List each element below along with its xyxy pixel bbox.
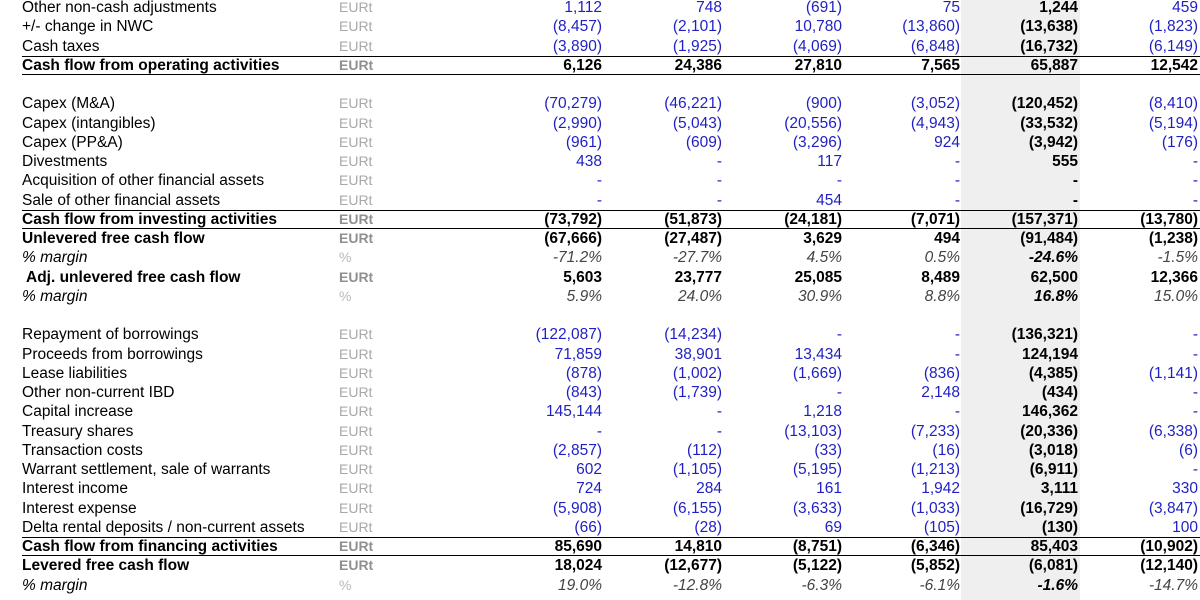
row-label: Delta rental deposits / non-current assets: [22, 518, 305, 536]
value-cell: -: [1192, 172, 1198, 190]
row-label: Interest expense: [22, 499, 137, 517]
row-label: Unlevered free cash flow: [22, 230, 205, 247]
value-cell: 24,386: [674, 56, 722, 74]
row-label: Divestments: [22, 153, 108, 170]
value-cell: (843): [565, 384, 602, 401]
value-cell: (4,385): [1028, 364, 1078, 382]
value-cell: -: [954, 345, 960, 363]
value-cell: 1,942: [921, 480, 960, 498]
table-row: [0, 114, 1200, 133]
value-cell: (609): [685, 133, 722, 151]
table-row: [0, 37, 1200, 56]
value-cell: -: [954, 191, 960, 209]
value-cell: -: [716, 153, 722, 170]
value-cell: 18,024: [554, 557, 602, 575]
value-cell: (12,677): [664, 557, 722, 575]
value-cell: -: [1192, 153, 1198, 170]
value-cell: 15.0%: [1154, 287, 1198, 305]
value-cell: (8,410): [1148, 95, 1198, 113]
value-cell: (13,780): [1140, 210, 1198, 228]
value-cell: (4,069): [792, 37, 842, 55]
row-label: Levered free cash flow: [22, 557, 190, 575]
table-row: [0, 537, 1200, 556]
value-cell: (70,279): [544, 95, 602, 113]
value-cell: (3,942): [1028, 133, 1078, 151]
value-cell: 13,434: [794, 345, 842, 363]
value-cell: -: [1072, 191, 1078, 209]
value-cell: (2,990): [552, 114, 602, 132]
value-cell: (3,018): [1028, 441, 1078, 459]
value-cell: (3,847): [1148, 499, 1198, 517]
value-cell: 12,542: [1150, 56, 1198, 74]
row-label: Capex (PP&A): [22, 133, 123, 151]
row-label: Warrant settlement, sale of warrants: [22, 461, 271, 478]
value-cell: (73,792): [544, 210, 602, 228]
row-unit: EURt: [339, 95, 373, 112]
value-cell: 7,565: [921, 56, 960, 74]
value-cell: (6): [1179, 441, 1198, 459]
row-label: Cash taxes: [22, 37, 100, 55]
value-cell: 2,148: [921, 384, 960, 401]
row-unit: EURt: [339, 461, 373, 477]
value-cell: (16,732): [1020, 37, 1078, 55]
row-unit: EURt: [339, 172, 373, 189]
value-cell: -: [716, 403, 722, 421]
spacer-row: [0, 306, 1200, 325]
value-cell: (14,234): [664, 326, 722, 344]
value-cell: -6.3%: [801, 576, 842, 594]
value-cell: (878): [565, 364, 602, 382]
table-row: [0, 556, 1200, 575]
value-cell: (6,081): [1028, 557, 1078, 575]
value-cell: -: [1192, 191, 1198, 209]
table-row: [0, 364, 1200, 383]
value-cell: -14.7%: [1148, 576, 1198, 594]
row-label: Capex (M&A): [22, 95, 116, 113]
value-cell: 19.0%: [558, 576, 602, 594]
row-unit: EURt: [339, 557, 374, 574]
row-label: % margin: [22, 249, 88, 267]
value-cell: (16): [932, 441, 960, 459]
row-unit: EURt: [339, 210, 374, 227]
value-cell: -: [836, 172, 842, 190]
value-cell: (51,873): [664, 210, 722, 228]
row-label: Treasury shares: [22, 422, 134, 440]
value-cell: 924: [934, 133, 960, 151]
value-cell: 16.8%: [1034, 287, 1078, 305]
value-cell: 24.0%: [678, 287, 722, 305]
value-cell: (157,371): [1011, 210, 1078, 228]
value-cell: 30.9%: [798, 287, 842, 305]
value-cell: (961): [565, 133, 602, 151]
table-row: [0, 479, 1200, 498]
value-cell: -12.8%: [672, 576, 722, 594]
row-label: Adj. unlevered free cash flow: [26, 268, 241, 286]
value-cell: (5,194): [1148, 114, 1198, 132]
value-cell: (1,925): [672, 37, 722, 55]
table-row: [0, 248, 1200, 267]
value-cell: (1,669): [792, 364, 842, 382]
value-cell: 555: [1052, 153, 1078, 170]
value-cell: 69: [824, 518, 842, 536]
value-cell: 75: [942, 0, 960, 16]
value-cell: 65,887: [1030, 56, 1078, 74]
value-cell: (176): [1161, 133, 1198, 151]
row-label: Cash flow from investing activities: [22, 210, 277, 228]
value-cell: -: [954, 172, 960, 190]
row-unit: EURt: [339, 153, 373, 169]
table-row: [0, 17, 1200, 36]
value-cell: 284: [696, 480, 722, 498]
value-cell: (6,911): [1029, 461, 1078, 478]
value-cell: (13,103): [784, 422, 842, 440]
value-cell: (8,751): [792, 538, 842, 555]
value-cell: (1,105): [672, 461, 722, 478]
value-cell: -: [716, 422, 722, 440]
table-row: [0, 56, 1200, 75]
value-cell: -: [716, 191, 722, 209]
table-row: [0, 460, 1200, 479]
value-cell: (1,739): [672, 384, 722, 401]
value-cell: -: [596, 172, 602, 190]
value-cell: 5.9%: [566, 287, 602, 305]
row-unit: EURt: [339, 518, 373, 535]
value-cell: 71,859: [554, 345, 602, 363]
value-cell: (5,852): [910, 557, 960, 575]
table-row: [0, 94, 1200, 113]
table-row: [0, 499, 1200, 518]
value-cell: 602: [576, 461, 602, 478]
value-cell: (1,002): [672, 364, 722, 382]
value-cell: (112): [686, 441, 722, 459]
value-cell: 124,194: [1021, 345, 1078, 363]
value-cell: -: [836, 326, 842, 344]
value-cell: 438: [576, 153, 602, 170]
row-unit: EURt: [339, 191, 373, 208]
value-cell: 25,085: [794, 268, 842, 286]
value-cell: (434): [1041, 384, 1078, 401]
value-cell: (122,087): [535, 326, 602, 344]
row-label: Other non-current IBD: [22, 384, 175, 401]
table-row: [0, 422, 1200, 441]
table-row: [0, 191, 1200, 210]
table-row: [0, 518, 1200, 537]
value-cell: -: [1192, 384, 1198, 401]
value-cell: (24,181): [784, 210, 842, 228]
value-cell: -6.1%: [919, 576, 960, 594]
row-unit: EURt: [339, 538, 374, 554]
row-label: Proceeds from borrowings: [22, 345, 203, 363]
value-cell: -71.2%: [552, 249, 602, 267]
table-row: [0, 383, 1200, 402]
value-cell: 161: [816, 480, 842, 498]
value-cell: 85,690: [554, 538, 602, 555]
row-unit: EURt: [339, 441, 373, 458]
value-cell: (130): [1041, 518, 1078, 536]
table-row: [0, 152, 1200, 171]
row-label: Cash flow from operating activities: [22, 56, 280, 74]
row-unit: EURt: [339, 268, 374, 285]
value-cell: (900): [805, 95, 842, 113]
value-cell: (20,336): [1020, 422, 1078, 440]
row-label: Cash flow from financing activities: [22, 538, 278, 555]
row-unit: EURt: [339, 133, 373, 150]
value-cell: (5,043): [672, 114, 722, 132]
row-unit: EURt: [339, 480, 373, 497]
value-cell: (7,071): [910, 210, 960, 228]
value-cell: (5,908): [552, 499, 602, 517]
table-row: [0, 287, 1200, 306]
row-unit: EURt: [339, 114, 373, 131]
value-cell: -: [1192, 403, 1198, 421]
value-cell: -: [716, 172, 722, 190]
value-cell: (33): [814, 441, 842, 459]
value-cell: (105): [923, 518, 960, 536]
value-cell: 748: [696, 0, 722, 16]
value-cell: 27,810: [794, 56, 842, 74]
row-label: +/- change in NWC: [22, 18, 154, 36]
value-cell: 14,810: [674, 538, 722, 555]
row-unit: EURt: [339, 364, 373, 381]
table-row: [0, 171, 1200, 190]
value-cell: 23,777: [674, 268, 722, 286]
value-cell: 100: [1172, 518, 1198, 536]
value-cell: 1,244: [1039, 0, 1078, 16]
value-cell: (1,823): [1148, 18, 1198, 36]
row-label: Interest income: [22, 480, 128, 498]
value-cell: (5,122): [792, 557, 842, 575]
value-cell: 1,112: [564, 0, 602, 16]
row-label: Capital increase: [22, 403, 134, 421]
value-cell: -: [596, 191, 602, 209]
value-cell: (2,857): [552, 441, 602, 459]
row-unit: EURt: [339, 37, 373, 54]
row-unit: EURt: [339, 499, 373, 516]
value-cell: (6,346): [910, 538, 960, 555]
value-cell: 4.5%: [806, 249, 842, 267]
table-row: [0, 345, 1200, 364]
value-cell: 1,218: [803, 403, 842, 421]
value-cell: (120,452): [1011, 95, 1078, 113]
value-cell: (1,213): [910, 461, 960, 478]
value-cell: 38,901: [674, 345, 722, 363]
value-cell: -: [1072, 172, 1078, 190]
value-cell: -: [954, 153, 960, 170]
value-cell: -1.5%: [1157, 249, 1198, 267]
table-row: [0, 441, 1200, 460]
value-cell: -24.6%: [1028, 249, 1078, 267]
value-cell: (10,902): [1140, 538, 1198, 555]
row-label: Sale of other financial assets: [22, 191, 221, 209]
value-cell: 3,629: [803, 230, 842, 247]
value-cell: 0.5%: [924, 249, 960, 267]
value-cell: (3,633): [792, 499, 842, 517]
value-cell: (66): [574, 518, 602, 536]
row-label: % margin: [22, 287, 88, 305]
table-row: [0, 133, 1200, 152]
table-row: [0, 325, 1200, 344]
value-cell: 85,403: [1030, 538, 1078, 555]
row-label: Other non-cash adjustments: [22, 0, 217, 16]
row-label: Lease liabilities: [22, 364, 128, 382]
row-unit: EURt: [339, 403, 373, 420]
value-cell: 146,362: [1021, 403, 1078, 421]
value-cell: (91,484): [1020, 230, 1078, 247]
table-row: [0, 210, 1200, 229]
value-cell: (4,943): [910, 114, 960, 132]
row-label: Transaction costs: [22, 441, 143, 459]
value-cell: (136,321): [1011, 326, 1078, 344]
value-cell: 5,603: [563, 268, 602, 286]
value-cell: 6,126: [563, 56, 602, 74]
value-cell: (13,638): [1020, 18, 1078, 36]
row-unit: %: [339, 249, 352, 266]
value-cell: (16,729): [1020, 499, 1078, 517]
value-cell: (1,141): [1148, 364, 1198, 382]
value-cell: (6,848): [910, 37, 960, 55]
row-unit: EURt: [339, 18, 373, 35]
value-cell: (7,233): [910, 422, 960, 440]
row-label: Capex (intangibles): [22, 114, 156, 132]
value-cell: -1.6%: [1037, 576, 1078, 594]
value-cell: -: [1192, 461, 1198, 478]
row-label: % margin: [22, 576, 88, 594]
value-cell: (2,101): [672, 18, 722, 36]
row-unit: EURt: [339, 345, 373, 362]
table-row: [0, 268, 1200, 287]
value-cell: (46,221): [664, 95, 722, 113]
value-cell: 145,144: [545, 403, 602, 421]
row-unit: EURt: [339, 384, 373, 400]
value-cell: (33,532): [1020, 114, 1078, 132]
value-cell: -: [954, 403, 960, 421]
row-unit: EURt: [339, 326, 373, 343]
value-cell: (691): [805, 0, 842, 16]
value-cell: 454: [816, 191, 842, 209]
row-label: Acquisition of other financial assets: [22, 172, 265, 190]
value-cell: 8,489: [921, 268, 960, 286]
row-unit: %: [339, 576, 352, 593]
value-cell: -27.7%: [672, 249, 722, 267]
table-row: [0, 576, 1200, 595]
value-cell: (3,296): [792, 133, 842, 151]
value-cell: (27,487): [664, 230, 722, 247]
row-unit: EURt: [339, 56, 374, 73]
value-cell: (6,338): [1148, 422, 1198, 440]
value-cell: 12,366: [1150, 268, 1198, 286]
row-unit: EURt: [339, 230, 374, 246]
value-cell: (67,666): [544, 230, 602, 247]
value-cell: (1,033): [910, 499, 960, 517]
value-cell: 62,500: [1030, 268, 1078, 286]
value-cell: 330: [1172, 480, 1198, 498]
value-cell: (6,149): [1148, 37, 1198, 55]
value-cell: (28): [694, 518, 722, 536]
value-cell: 10,780: [794, 18, 842, 36]
value-cell: (6,155): [672, 499, 722, 517]
value-cell: (8,457): [552, 18, 602, 36]
value-cell: -: [596, 422, 602, 440]
value-cell: (836): [923, 364, 960, 382]
value-cell: -: [1192, 345, 1198, 363]
value-cell: (5,195): [792, 461, 842, 478]
value-cell: -: [1192, 326, 1198, 344]
value-cell: (12,140): [1140, 557, 1198, 575]
value-cell: (3,052): [910, 95, 960, 113]
value-cell: -: [954, 326, 960, 344]
row-unit: EURt: [339, 422, 373, 439]
value-cell: 494: [934, 230, 960, 247]
value-cell: (20,556): [784, 114, 842, 132]
spacer-row: [0, 75, 1200, 94]
value-cell: -: [836, 384, 842, 401]
value-cell: 724: [576, 480, 602, 498]
table-row: [0, 0, 1200, 17]
value-cell: 8.8%: [924, 287, 960, 305]
value-cell: (13,860): [902, 18, 960, 36]
value-cell: 459: [1172, 0, 1198, 16]
row-label: Repayment of borrowings: [22, 326, 199, 344]
table-row: [0, 229, 1200, 248]
value-cell: (1,238): [1148, 230, 1198, 247]
value-cell: (3,890): [552, 37, 602, 55]
row-unit: EURt: [339, 0, 373, 15]
row-unit: %: [339, 287, 352, 304]
value-cell: 3,111: [1040, 480, 1078, 498]
table-row: [0, 402, 1200, 421]
value-cell: 117: [817, 153, 842, 170]
